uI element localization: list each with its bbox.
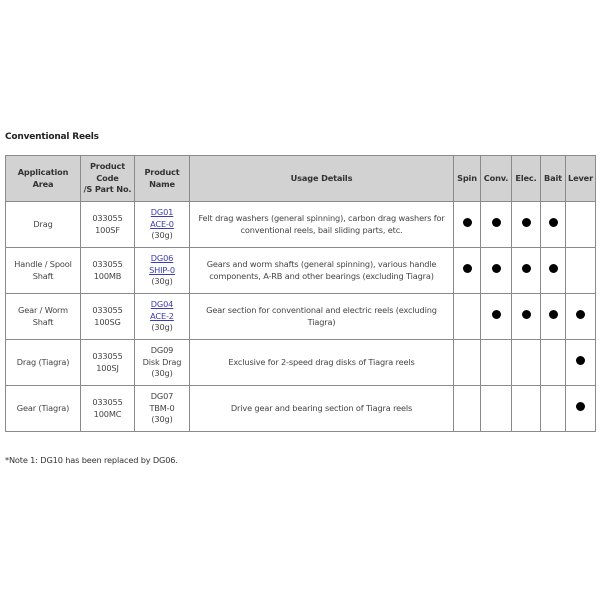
compat-spin: [454, 340, 481, 386]
product-name: DG09 Disk Drag (30g): [135, 340, 190, 386]
product-name: [135, 202, 190, 248]
product-code: 033055 100SG: [81, 294, 135, 340]
filled-circle-icon: [549, 310, 558, 319]
product-name: [135, 294, 190, 340]
section-title: Conventional Reels: [5, 132, 99, 142]
product-code: 033055 100SJ: [81, 340, 135, 386]
footnote: *Note 1: DG10 has been replaced by DG06.: [5, 455, 178, 465]
filled-circle-icon: [576, 402, 585, 411]
compat-spin: [454, 202, 481, 248]
product-name-link[interactable]: ACE-2: [150, 310, 174, 321]
compat-bait: [541, 248, 566, 294]
compat-conv: [481, 340, 512, 386]
product-name: [135, 248, 190, 294]
table-row: [6, 248, 596, 294]
product-code: 033055 100SF: [81, 202, 135, 248]
usage-details: Felt drag washers (general spinning), carbon drag washers for conventional reels, bail sliding parts, etc.: [190, 202, 454, 248]
compat-elec: [512, 340, 541, 386]
usage-details: Exclusive for 2-speed drag disks of Tiagra reels: [190, 340, 454, 386]
filled-circle-icon: [522, 264, 531, 273]
product-weight: (30g): [151, 230, 173, 241]
filled-circle-icon: [549, 218, 558, 227]
product-name-link[interactable]: DG04: [150, 299, 174, 310]
compat-spin: [454, 294, 481, 340]
compat-lever: [566, 248, 596, 294]
compat-spin: [454, 386, 481, 432]
product-code: 033055 100MB: [81, 248, 135, 294]
header-bait: Bait: [541, 156, 566, 202]
compat-bait: [541, 202, 566, 248]
filled-circle-icon: [492, 310, 501, 319]
header-elec: Elec.: [512, 156, 541, 202]
header-conv: Conv.: [481, 156, 512, 202]
filled-circle-icon: [492, 218, 501, 227]
product-weight: (30g): [151, 414, 173, 425]
application-area: Handle / Spool Shaft: [6, 248, 81, 294]
product-name-link[interactable]: DG01: [150, 207, 174, 218]
filled-circle-icon: [522, 218, 531, 227]
compat-elec: [512, 386, 541, 432]
header-spin: Spin: [454, 156, 481, 202]
compat-lever: [566, 340, 596, 386]
header-product-name: Product Name: [135, 156, 190, 202]
compat-elec: [512, 248, 541, 294]
table-row: [6, 294, 596, 340]
compat-bait: [541, 294, 566, 340]
product-name-link[interactable]: SHIP-0: [149, 264, 175, 275]
application-area: Drag (Tiagra): [6, 340, 81, 386]
product-weight: (30g): [151, 322, 173, 333]
usage-details: Drive gear and bearing section of Tiagra reels: [190, 386, 454, 432]
product-name: DG07 TBM-0 (30g): [135, 386, 190, 432]
application-area: Gear / Worm Shaft: [6, 294, 81, 340]
filled-circle-icon: [492, 264, 501, 273]
header-application-area: Application Area: [6, 156, 81, 202]
header-usage-details: Usage Details: [190, 156, 454, 202]
compat-conv: [481, 248, 512, 294]
compat-conv: [481, 202, 512, 248]
product-weight: (30g): [151, 276, 173, 287]
compat-spin: [454, 248, 481, 294]
compat-bait: [541, 340, 566, 386]
product-name-link[interactable]: ACE-0: [150, 218, 174, 229]
compat-elec: [512, 202, 541, 248]
compat-conv: [481, 386, 512, 432]
compat-lever: [566, 202, 596, 248]
compat-elec: [512, 294, 541, 340]
compat-conv: [481, 294, 512, 340]
filled-circle-icon: [463, 218, 472, 227]
table-row: [6, 386, 596, 432]
filled-circle-icon: [463, 264, 472, 273]
filled-circle-icon: [576, 310, 585, 319]
header-lever: Lever: [566, 156, 596, 202]
usage-details: Gear section for conventional and electric reels (excluding Tiagra): [190, 294, 454, 340]
usage-details: Gears and worm shafts (general spinning), various handle components, A-RB and other bearings (excluding Tiagra): [190, 248, 454, 294]
product-name-link[interactable]: DG06: [150, 253, 174, 264]
header-product-code: Product Code /S Part No.: [81, 156, 135, 202]
filled-circle-icon: [549, 264, 558, 273]
product-code: 033055 100MC: [81, 386, 135, 432]
compat-bait: [541, 386, 566, 432]
filled-circle-icon: [576, 356, 585, 365]
header-row: [6, 156, 596, 202]
application-area: Drag: [6, 202, 81, 248]
table-row: [6, 340, 596, 386]
application-area: Gear (Tiagra): [6, 386, 81, 432]
compat-lever: [566, 386, 596, 432]
filled-circle-icon: [522, 310, 531, 319]
conventional-reels-table: [5, 155, 596, 432]
product-weight: (30g): [151, 368, 173, 379]
compat-lever: [566, 294, 596, 340]
table-row: [6, 202, 596, 248]
